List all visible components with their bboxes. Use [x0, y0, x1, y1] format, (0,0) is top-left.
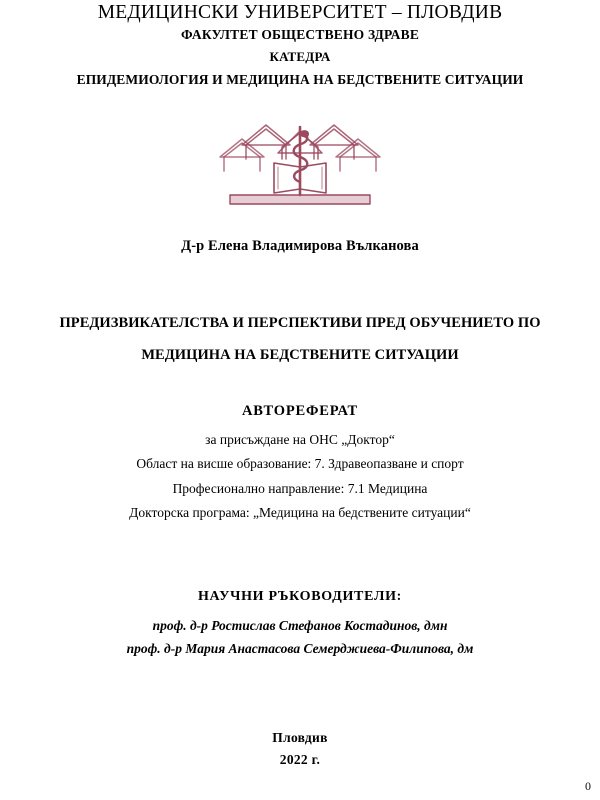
supervisors-heading: НАУЧНИ РЪКОВОДИТЕЛИ: — [197, 589, 403, 604]
professional-direction: Професионално направление: 7.1 Медицина — [172, 480, 428, 496]
footer-city: Пловдив — [272, 730, 328, 745]
department-label: КАТЕДРА — [269, 49, 331, 64]
abstract-block — [0, 400, 600, 526]
dissertation-title — [0, 307, 600, 371]
abstract-purpose: за присъждане на ОНС „Доктор“ — [205, 432, 395, 447]
supervisor-name-1: проф. д-р Ростислав Стефанов Костадинов, дмн — [152, 618, 448, 633]
department-name: ЕПИДЕМИОЛОГИЯ И МЕДИЦИНА НА БЕДСТВЕНИТЕ СИТУАЦИИ — [76, 72, 524, 87]
doctoral-program: Докторска програма: „Медицина на бедствените ситуации“ — [129, 505, 471, 520]
dissertation-title-line-1: ПРЕДИЗВИКАТЕЛСТВА И ПЕРСПЕКТИВИ ПРЕД ОБУЧЕНИЕТО ПО — [59, 315, 541, 331]
education-field: Област на висше образование: 7. Здравеопазване и спорт — [136, 456, 464, 471]
university-emblem-icon — [216, 113, 384, 209]
supervisors-block — [0, 586, 600, 660]
author-name: Д-р Елена Владимирова Вълканова — [181, 238, 419, 254]
abstract-meta — [0, 452, 600, 526]
university-name: МЕДИЦИНСКИ УНИВЕРСИТЕТ – ПЛОВДИВ — [97, 2, 503, 23]
institution-header — [0, 2, 600, 90]
emblem-container — [0, 113, 600, 209]
supervisor-name-2: проф. д-р Мария Анастасова Семерджиева-Филипова, дм — [126, 641, 474, 656]
abstract-heading: АВТОРЕФЕРАТ — [241, 403, 359, 419]
dissertation-title-line-2: МЕДИЦИНА НА БЕДСТВЕНИТЕ СИТУАЦИИ — [141, 347, 459, 363]
page-number: 0 — [585, 779, 591, 793]
faculty-name: ФАКУЛТЕТ ОБЩЕСТВЕНО ЗДРАВЕ — [180, 27, 420, 42]
footer-block — [0, 727, 600, 771]
footer-year: 2022 г. — [279, 752, 321, 767]
